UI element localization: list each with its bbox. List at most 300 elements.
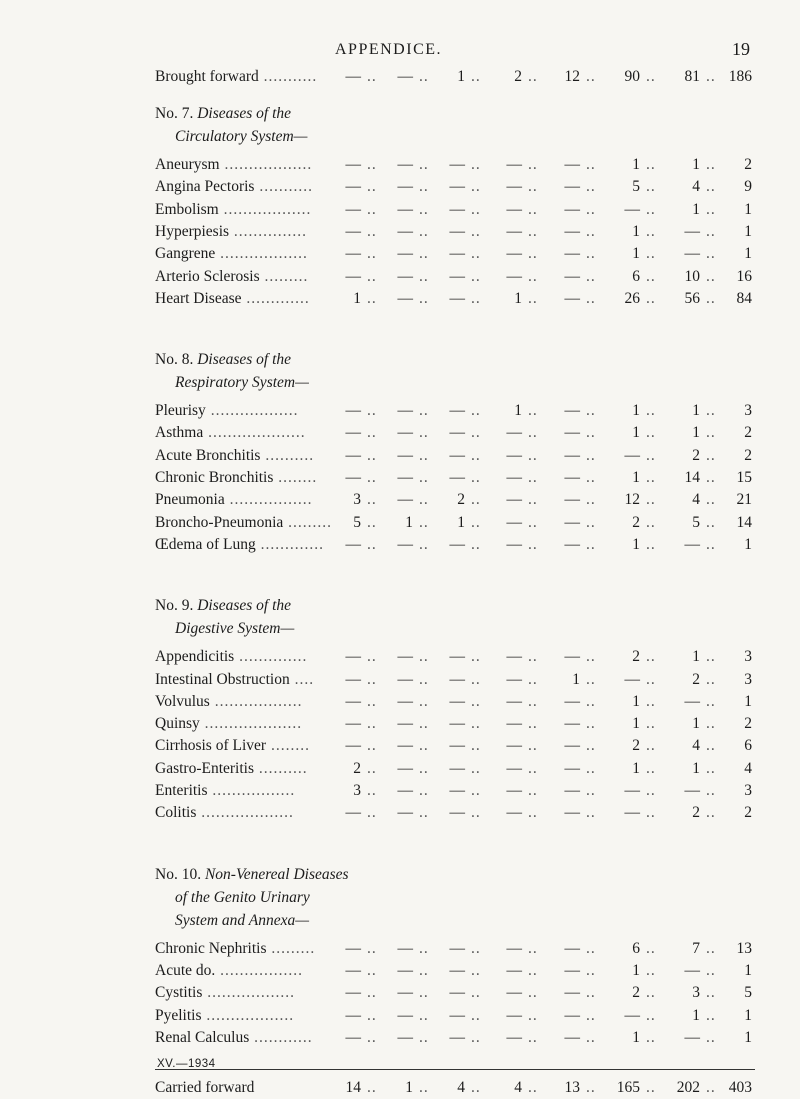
table-cell: — <box>449 267 465 285</box>
table-cell: — <box>397 469 413 486</box>
table-cell: — <box>345 692 361 710</box>
cell-separator: .. <box>646 68 656 85</box>
table-cell: — <box>564 446 580 464</box>
table-cell: 1 <box>744 200 752 218</box>
row-label-text: Gastro-Enteritis <box>155 759 255 777</box>
cell-separator: .. <box>706 715 716 733</box>
table-cell: — <box>564 737 580 755</box>
table-cell: 2 <box>744 156 752 173</box>
row-label <box>155 735 310 757</box>
table-cell: — <box>564 222 580 240</box>
dot-leader: ........... <box>254 178 313 196</box>
cell-separator: .. <box>528 178 538 196</box>
section-number: No. 8. <box>155 351 194 369</box>
table-cell: — <box>397 267 413 285</box>
table-cell: 6 <box>632 939 640 957</box>
cell-separator: .. <box>528 424 538 442</box>
cell-separator: .. <box>586 759 596 777</box>
cell-separator: .. <box>419 222 429 240</box>
cell-separator: .. <box>706 156 716 173</box>
table-cell: — <box>345 737 361 755</box>
cell-separator: .. <box>528 469 538 486</box>
table-cell: — <box>506 491 522 509</box>
table-cell: 5 <box>692 513 700 531</box>
cell-separator: .. <box>528 245 538 263</box>
section-title: Non-Venereal Diseases <box>204 865 349 883</box>
table-cell: 21 <box>736 491 752 509</box>
cell-separator: .. <box>419 424 429 442</box>
cell-separator: .. <box>367 961 377 979</box>
cell-separator: .. <box>471 535 481 553</box>
cell-separator: .. <box>419 984 429 1002</box>
table-cell: 12 <box>624 491 640 509</box>
table-cell: — <box>564 715 580 733</box>
table-cell: 2 <box>632 648 640 666</box>
dot-leader: .................. <box>219 156 313 173</box>
cell-separator: .. <box>586 939 596 957</box>
cell-separator: .. <box>419 939 429 957</box>
row-label-text: Hyperpiesis <box>155 222 230 240</box>
table-cell: — <box>345 469 361 486</box>
table-cell: 4 <box>457 1079 465 1097</box>
cell-separator: .. <box>367 939 377 957</box>
cell-separator: .. <box>586 715 596 733</box>
table-cell: — <box>397 804 413 822</box>
cell-separator: .. <box>706 469 716 486</box>
cell-separator: .. <box>586 289 596 307</box>
cell-separator: .. <box>706 782 716 799</box>
table-cell: — <box>564 692 580 710</box>
dot-leader: .............. <box>234 648 308 666</box>
row-label-text: Arterio Sclerosis <box>155 267 260 285</box>
table-cell: 3 <box>692 984 700 1002</box>
table-cell: 1 <box>744 1028 752 1046</box>
cell-separator: .. <box>367 804 377 822</box>
table-cell: — <box>449 715 465 733</box>
table-cell: — <box>397 156 413 173</box>
table-cell: — <box>684 692 700 710</box>
row-label-text: Carried forward <box>155 1079 255 1097</box>
table-cell: 2 <box>632 984 640 1002</box>
table-row <box>0 534 800 556</box>
cell-separator: .. <box>367 222 377 240</box>
table-cell: — <box>397 1028 413 1046</box>
row-label <box>155 691 302 713</box>
table-cell: 403 <box>728 1079 752 1097</box>
section-title-continued: Circulatory System— <box>175 128 308 145</box>
cell-separator: .. <box>646 402 656 420</box>
cell-separator: .. <box>646 670 656 688</box>
cell-separator: .. <box>706 737 716 755</box>
cell-separator: .. <box>586 245 596 263</box>
table-cell: 1 <box>632 535 640 553</box>
table-cell: — <box>449 804 465 822</box>
table-cell: 1 <box>405 513 413 531</box>
cell-separator: .. <box>586 513 596 531</box>
table-cell: 3 <box>744 402 752 420</box>
table-cell: — <box>345 804 361 822</box>
dot-leader: .................... <box>199 715 303 733</box>
cell-separator: .. <box>367 782 377 799</box>
table-cell: — <box>564 491 580 509</box>
table-row <box>0 176 800 198</box>
row-label <box>155 221 307 243</box>
dot-leader: ................... <box>196 804 294 822</box>
table-cell: — <box>506 782 522 799</box>
cell-separator: .. <box>471 715 481 733</box>
table-cell: 81 <box>684 68 700 85</box>
table-cell: — <box>506 737 522 755</box>
table-cell: — <box>564 289 580 307</box>
cell-separator: .. <box>646 648 656 666</box>
table-cell: — <box>449 446 465 464</box>
cell-separator: .. <box>646 245 656 263</box>
table-row <box>0 802 800 824</box>
table-row <box>0 1005 800 1027</box>
cell-separator: .. <box>471 782 481 799</box>
row-label-text: Asthma <box>155 424 204 442</box>
cell-separator: .. <box>586 961 596 979</box>
cell-separator: .. <box>586 804 596 822</box>
cell-separator: .. <box>646 446 656 464</box>
table-cell: — <box>506 804 522 822</box>
cell-separator: .. <box>471 984 481 1002</box>
cell-separator: .. <box>646 961 656 979</box>
dot-leader: .... <box>289 670 315 688</box>
section-heading <box>155 348 309 394</box>
cell-separator: .. <box>528 759 538 777</box>
cell-separator: .. <box>528 402 538 420</box>
row-label-text: Œdema of Lung <box>155 535 256 553</box>
section-title: Diseases of the <box>197 105 292 122</box>
row-label-text: Enteritis <box>155 782 208 799</box>
cell-separator: .. <box>419 715 429 733</box>
row-label <box>155 489 313 511</box>
cell-separator: .. <box>367 648 377 666</box>
cell-separator: .. <box>471 513 481 531</box>
table-cell: — <box>506 245 522 263</box>
table-row <box>0 467 800 489</box>
cell-separator: .. <box>586 737 596 755</box>
cell-separator: .. <box>419 289 429 307</box>
cell-separator: .. <box>419 267 429 285</box>
cell-separator: .. <box>367 759 377 777</box>
cell-separator: .. <box>471 178 481 196</box>
table-cell: — <box>564 200 580 218</box>
cell-separator: .. <box>367 469 377 486</box>
row-label <box>155 938 315 960</box>
cell-separator: .. <box>706 491 716 509</box>
row-label <box>155 422 306 444</box>
table-cell: — <box>624 200 640 218</box>
cell-separator: .. <box>706 513 716 531</box>
row-label <box>155 669 314 691</box>
cell-separator: .. <box>586 222 596 240</box>
row-label-text: Acute do. <box>155 961 216 979</box>
table-cell: 2 <box>744 424 752 442</box>
table-cell: — <box>506 178 522 196</box>
cell-separator: .. <box>646 759 656 777</box>
dot-leader: .................. <box>218 200 312 218</box>
row-label <box>155 1027 313 1049</box>
section-number: No. 9. <box>155 597 194 615</box>
cell-separator: .. <box>471 737 481 755</box>
row-label <box>155 534 324 556</box>
table-cell: — <box>449 245 465 263</box>
running-head <box>0 41 800 65</box>
table-cell: 1 <box>632 245 640 263</box>
cell-separator: .. <box>646 424 656 442</box>
cell-separator: .. <box>419 804 429 822</box>
table-row <box>0 288 800 310</box>
table-cell: 1 <box>692 200 700 218</box>
dot-leader: ......... <box>266 939 316 957</box>
cell-separator: .. <box>367 737 377 755</box>
table-cell: — <box>345 648 361 666</box>
cell-separator: .. <box>367 289 377 307</box>
table-cell: 1 <box>692 424 700 442</box>
table-cell: — <box>345 267 361 285</box>
table-cell: — <box>564 804 580 822</box>
cell-separator: .. <box>471 424 481 442</box>
cell-separator: .. <box>528 737 538 755</box>
cell-separator: .. <box>528 692 538 710</box>
table-cell: — <box>449 759 465 777</box>
row-label <box>155 154 312 176</box>
cell-separator: .. <box>367 513 377 531</box>
cell-separator: .. <box>706 1028 716 1046</box>
table-cell: — <box>449 939 465 957</box>
table-cell: 2 <box>744 715 752 733</box>
cell-separator: .. <box>528 1006 538 1024</box>
cell-separator: .. <box>367 178 377 196</box>
table-cell: — <box>564 178 580 196</box>
table-cell: — <box>506 1028 522 1046</box>
cell-separator: .. <box>419 961 429 979</box>
row-label-text: Broncho-Pneumonia <box>155 513 284 531</box>
cell-separator: .. <box>528 984 538 1002</box>
cell-separator: .. <box>586 267 596 285</box>
table-cell: — <box>397 782 413 799</box>
cell-separator: .. <box>471 68 481 85</box>
table-cell: — <box>684 535 700 553</box>
row-label-text: Heart Disease <box>155 289 242 307</box>
table-cell: 1 <box>692 648 700 666</box>
table-cell: — <box>449 289 465 307</box>
table-cell: — <box>449 782 465 799</box>
table-cell: — <box>449 402 465 420</box>
cell-separator: .. <box>471 1028 481 1046</box>
cell-separator: .. <box>367 446 377 464</box>
cell-separator: .. <box>419 245 429 263</box>
cell-separator: .. <box>367 670 377 688</box>
table-cell: — <box>449 535 465 553</box>
section-heading <box>155 863 349 932</box>
table-cell: 1 <box>744 245 752 263</box>
cell-separator: .. <box>471 200 481 218</box>
cell-separator: .. <box>367 984 377 1002</box>
cell-separator: .. <box>528 961 538 979</box>
section-heading-line <box>155 866 349 883</box>
cell-separator: .. <box>586 200 596 218</box>
brought-forward-row <box>0 66 800 88</box>
row-label <box>155 646 307 668</box>
table-cell: — <box>345 424 361 442</box>
table-cell: 1 <box>692 156 700 173</box>
table-cell: 1 <box>632 222 640 240</box>
row-label-text: Cirrhosis of Liver <box>155 737 267 755</box>
cell-separator: .. <box>528 446 538 464</box>
cell-separator: .. <box>471 1006 481 1024</box>
table-cell: — <box>506 535 522 553</box>
cell-separator: .. <box>471 402 481 420</box>
table-cell: 202 <box>676 1079 700 1097</box>
table-cell: — <box>684 782 700 799</box>
section-heading-line <box>155 105 291 122</box>
row-label <box>155 982 295 1004</box>
table-row <box>0 713 800 735</box>
cell-separator: .. <box>646 178 656 196</box>
dot-leader: ........ <box>266 737 310 755</box>
table-cell: 1 <box>632 692 640 710</box>
row-label <box>155 288 310 310</box>
table-cell: 3 <box>353 491 361 509</box>
section-heading <box>155 594 294 640</box>
table-cell: — <box>449 648 465 666</box>
cell-separator: .. <box>706 68 716 85</box>
table-row <box>0 938 800 960</box>
table-cell: 1 <box>632 759 640 777</box>
table-cell: — <box>449 178 465 196</box>
table-cell: 1 <box>572 670 580 688</box>
cell-separator: .. <box>528 782 538 799</box>
cell-separator: .. <box>706 289 716 307</box>
cell-separator: .. <box>646 1079 656 1097</box>
cell-separator: .. <box>419 648 429 666</box>
dot-leader: ................. <box>215 961 304 979</box>
dot-leader: .................... <box>203 424 306 442</box>
table-cell: 26 <box>624 289 640 307</box>
table-cell: — <box>345 402 361 420</box>
cell-separator: .. <box>646 737 656 755</box>
table-cell: — <box>449 692 465 710</box>
table-cell: — <box>564 648 580 666</box>
table-row <box>0 199 800 221</box>
table-row <box>0 489 800 511</box>
cell-separator: .. <box>706 245 716 263</box>
cell-separator: .. <box>586 535 596 553</box>
cell-separator: .. <box>586 782 596 799</box>
table-cell: 2 <box>514 68 522 85</box>
cell-separator: .. <box>367 68 377 85</box>
cell-separator: .. <box>367 402 377 420</box>
cell-separator: .. <box>471 759 481 777</box>
cell-separator: .. <box>367 156 377 173</box>
cell-separator: .. <box>646 156 656 173</box>
table-cell: 16 <box>736 267 752 285</box>
table-cell: 165 <box>616 1079 640 1097</box>
row-label <box>155 713 302 735</box>
table-row <box>0 735 800 757</box>
table-cell: 3 <box>744 648 752 666</box>
cell-separator: .. <box>646 692 656 710</box>
table-cell: — <box>506 424 522 442</box>
table-cell: — <box>449 737 465 755</box>
table-row <box>0 758 800 780</box>
cell-separator: .. <box>471 648 481 666</box>
dot-leader: ............. <box>241 289 310 307</box>
cell-separator: .. <box>528 513 538 531</box>
cell-separator: .. <box>419 156 429 173</box>
table-cell: — <box>449 670 465 688</box>
table-row <box>0 266 800 288</box>
table-cell: — <box>345 200 361 218</box>
table-cell: — <box>397 984 413 1002</box>
row-label-text: Chronic Nephritis <box>155 939 267 957</box>
cell-separator: .. <box>706 939 716 957</box>
table-cell: 1 <box>744 535 752 553</box>
cell-separator: .. <box>646 491 656 509</box>
row-label-text: Volvulus <box>155 692 210 710</box>
table-cell: 2 <box>744 804 752 822</box>
table-cell: 1 <box>692 1006 700 1024</box>
cell-separator: .. <box>528 535 538 553</box>
cell-separator: .. <box>471 670 481 688</box>
cell-separator: .. <box>646 782 656 799</box>
cell-separator: .. <box>471 469 481 486</box>
section-title-continued: of the Genito Urinary <box>175 888 310 906</box>
table-cell: — <box>624 670 640 688</box>
table-cell: 15 <box>736 469 752 486</box>
row-label <box>155 266 308 288</box>
table-row <box>0 243 800 265</box>
table-cell: 4 <box>692 178 700 196</box>
cell-separator: .. <box>471 245 481 263</box>
table-cell: — <box>564 984 580 1002</box>
table-cell: — <box>506 692 522 710</box>
cell-separator: .. <box>367 715 377 733</box>
cell-separator: .. <box>528 200 538 218</box>
dot-leader: ......... <box>259 267 309 285</box>
table-cell: — <box>397 939 413 957</box>
cell-separator: .. <box>706 402 716 420</box>
table-cell: — <box>397 68 413 85</box>
row-label-text: Quinsy <box>155 715 200 733</box>
row-label <box>155 1077 254 1099</box>
cell-separator: .. <box>419 68 429 85</box>
row-label <box>155 960 303 982</box>
cell-separator: .. <box>367 1006 377 1024</box>
table-cell: 10 <box>684 267 700 285</box>
cell-separator: .. <box>646 469 656 486</box>
table-row <box>0 400 800 422</box>
row-label-text: Pneumonia <box>155 491 225 509</box>
table-cell: 4 <box>692 491 700 509</box>
cell-separator: .. <box>471 267 481 285</box>
table-row <box>0 512 800 534</box>
cell-separator: .. <box>419 737 429 755</box>
table-cell: — <box>564 759 580 777</box>
table-cell: — <box>449 984 465 1002</box>
cell-separator: .. <box>706 222 716 240</box>
cell-separator: .. <box>586 692 596 710</box>
dot-leader: .................. <box>209 692 303 710</box>
table-cell: — <box>564 939 580 957</box>
row-label-text: Pyelitis <box>155 1006 202 1024</box>
cell-separator: .. <box>367 692 377 710</box>
cell-separator: .. <box>367 491 377 509</box>
dot-leader: ........... <box>258 68 318 85</box>
